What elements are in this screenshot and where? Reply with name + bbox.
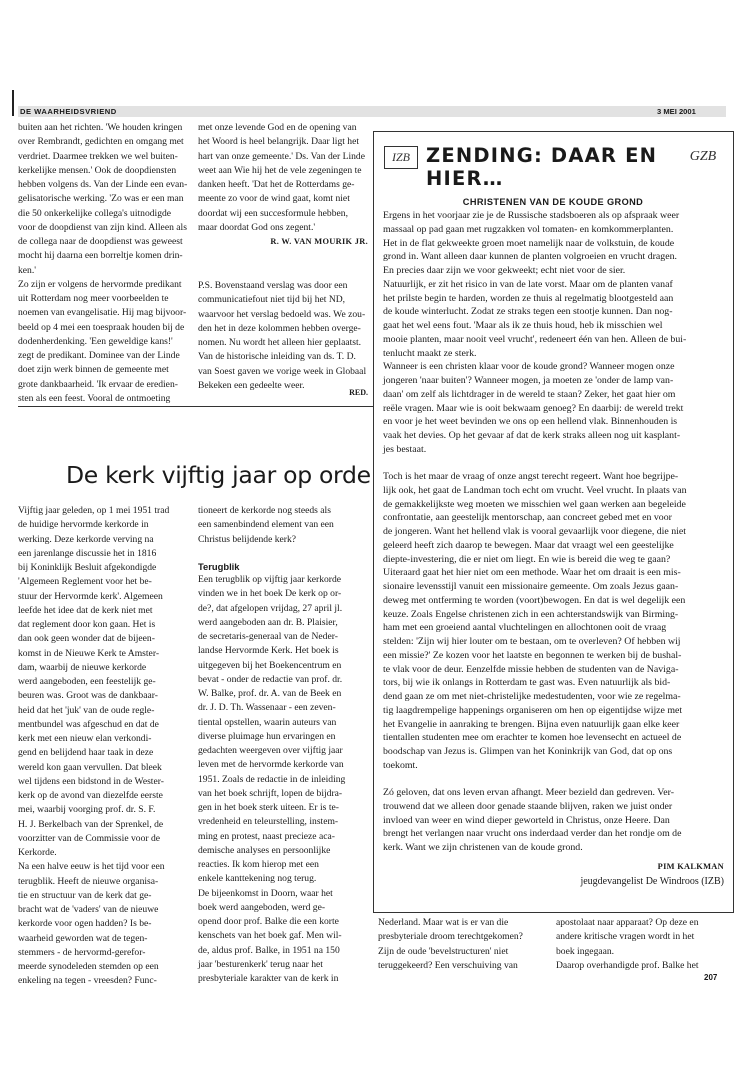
top-article-column-2: met onze levende God en de opening van het Woord is heel belangrijk. Daar ligt het hart van onze gemeente.' Ds. Van der Linde weet aan Wie hij het de vele zegeningen te danken heeft. 'Dat het de Rotterdams ge- meente zo voor de wind gaat, komt niet doordat wij een succesformule hebben, maar doordat God ons zegent.'	[198, 122, 365, 233]
zending-paragraph-1: Ergens in het voorjaar zie je de Russische stadsboeren als op afspraak weer massaal op pad gaan met rugzakken vol tomaten- en komkommerplanten. Het in de flat gekweekte groen moet namelijk naar de volkstuin, de koude grond in. Want alleen daar kunnen de planten volgroeien en vrucht dragen. En precies daar zijn we voor gekweekt; echt niet voor de sier. Natuurlijk, er zit het risico in van de late vorst. Maar om de planten vanaf het prilste begin te harden, worden ze thuis al regelmatig blootgesteld aan de koude winterlucht. Zodat ze straks tegen een stootje kunnen. Dan nog- gaat het wel eens fout. 'Maar als ik ze thuis houd, heb ik misschien wel mooie planten, maar nooit veel vrucht', redeneert één van hen. Alleen de bui- tenlucht maakt ze sterk. Wanneer is een christen klaar voor de koude grond? Wanneer mogen onze jongeren 'naar buiten'? Wanneer mogen, ja moeten ze 'onder de lamp van- daan' om zelf als lichtdrager in de wereld te staan? Zeker, het gaat hier om reële vragen. Maar wie is ooit bekwaam genoeg? En daarbij: de wereld trekt en voor je het weet bevinden we ons op een hellend vlak. Binnenhouden is vaak het devies. Op het gevaar af dat de kerk straks alleen nog uit kasplant- jes bestaat.	[383, 210, 687, 455]
gzb-logo-icon: GZB	[689, 149, 717, 164]
main-article-column-4: apostolaat naar apparaat? Op deze en andere kritische vragen wordt in het boek ingegaan. Daarop overhandigde prof. Balke het	[556, 917, 699, 971]
zending-author: PIM KALKMAN	[657, 862, 724, 871]
publication-name: DE WAARHEIDSVRIEND	[20, 107, 117, 116]
redactie-signature: RED.	[349, 388, 368, 397]
main-article-column-3: Nederland. Maar wat is er van die presbyteriale droom terechtgekomen? Zijn de oude 'bevelstructuren' niet teruggekeerd? Een verschuiving van	[378, 917, 523, 971]
article-headline: De kerk vijftig jaar op orde	[66, 461, 371, 489]
issue-date: 3 MEI 2001	[657, 107, 696, 116]
zending-paragraph-2: Toch is het maar de vraag of onze angst terecht regeert. Want hoe begrijpe- lijk ook, het gaat de Landman toch echt om vrucht. Veel vrucht. In plaats van de gemakkelijkste weg moeten we misschien wel gaan werken aan begeleide confrontatie, aan geestelijk mentorschap, aan concreet gebed met en voor de jongeren. Want het hellend vlak is vooral gevaarlijk voor diegene, die niet geleerd heeft zich daarop te bewegen. Maar dat vraagt wel een geestelijke diepte-investering, die er niet om liegt. En wie is bereid die weg te gaan? Uiteraard gaat het hier niet om een methode. Waar het om draait is een mis- sionaire levensstijl vanuit een missionaire gemeente. Om zoals Jezus gaan- deweg met ontferming te worden (voort)bewogen. En dat is wel degelijk een keuze. Zoals Engelse christenen zich in een achterstandswijk van Birming- ham met een groeiend aantal vluchtelingen en allochtonen ooit de vraag stelden: 'Zijn wij hier louter om te bestaan, om te overleven? Of hebben wij een missie?' Ze kozen voor het laatste en begonnen te werken bij de bushal- te vlak voor de deur. Eenzelfde missie hebben de studenten van de Naviga- tors, bij wie ik onlangs in Rotterdam te gast was. Even natuurlijk als bid- dend gaan ze om met niet-christelijke medestudenten, voor wie ze regelma- tig laagdrempelige happenings organiseren om hen op eigentijdse wijze met het Evangelie in aanraking te brengen. Bijna even natuurlijk gaan elke keer tientallen studenten mee om erachter te komen hoe levensecht en actueel de boodschap van Jezus is. Glimpen van het Koninkrijk van God, dat op ons toekomt.	[383, 471, 687, 771]
izb-logo-icon: IZB	[384, 146, 418, 169]
divider-rule	[18, 406, 374, 407]
main-article-column-2: Een terugblik op vijftig jaar kerkorde vinden we in het boek De kerk op or- de?, dat afgelopen vrijdag, 27 april jl. werd aangeboden aan dr. B. Plaisier, de secretaris-generaal van de Neder- landse Hervormde Kerk. Het boek is uitgegeven bij het Boekencentrum en bevat - onder de redactie van prof. dr. W. Balke, prof. dr. A. van de Beek en dr. J. D. Th. Wassenaar - een zeven- tiental opstellen, waarin auteurs van diverse pluimage hun ervaringen en gedachten weergeven over vijftig jaar leven met de hervormde kerkorde van 1951. Zoals de redactie in de inleiding van het boek schrijft, lopen de bijdra- gen in het boek sterk uiteen. Er is te- vredenheid en teleurstelling, instem- ming en protest, naast precieze aca- demische analyses en persoonlijke reacties. Ik kom hierop met een enkele kanttekening nog terug. De bijeenkomst in Doorn, waar het boek werd aangeboden, werd ge- opend door prof. Balke die een korte kenschets van het boek gaf. Men wil- de, aldus prof. Balke, in 1951 na 150 jaar 'besturenkerk' terug naar het presbyteriale karakter van de kerk in	[198, 574, 346, 984]
header-rule-top	[12, 90, 14, 116]
zending-paragraph-3: Zó geloven, dat ons leven ervan afhangt. Meer bezield dan gedreven. Ver- trouwend dat we alleen door genade staande blijven, raken we juist onder invloed van weer en wind dieper geworteld in Christus, onze Heere. Dan brengt het verlangen naar vrucht ons inderdaad verder dan het rondje om de kerk. Want we zijn christenen van de koude grond.	[383, 787, 682, 853]
top-article-author: R. W. VAN MOURIK JR.	[270, 237, 368, 246]
top-article-column-1: buiten aan het richten. 'We houden kringen over Rembrandt, gedichten en omgang met verdriet. Daarmee trekken we wel buiten- kerkelijke mensen.' Ook de doopdiensten hebben volgens ds. Van der Linde een evan- gelisatorische werking. 'Zo was er een man die 50 onkerkelijke collega's uitnodigde voor de doopdienst van zijn kind. Alleen als de collega naar de doopdienst was geweest mocht hij daarna een borreltje komen drin- ken.' Zo zijn er volgens de hervormde predikant uit Rotterdam nog meer voorbeelden te noemen van evangelisatie. Hij mag bijvoor- beeld op 4 mei een toespraak houden bij de dodenherdenking. 'Een geweldige kans!' zegt de predikant. Dominee van der Linde doet zijn werk binnen de gemeente met grote dankbaarheid. 'Ik ervaar de eredien- sten als een feest. Vooral de ontmoeting	[18, 122, 188, 404]
zending-title: CHRISTENEN VAN DE KOUDE GROND	[462, 197, 644, 207]
page-number: 207	[704, 973, 718, 982]
zending-heading: ZENDING: DAAR EN HIER…	[426, 144, 658, 190]
main-article-column-2-intro: tioneert de kerkorde nog steeds als een samenbindend element van een Christus belijdende kerk?	[198, 505, 334, 545]
zending-author-role: jeugdevangelist De Windroos (IZB)	[580, 876, 724, 887]
header-band	[18, 106, 726, 117]
ps-note: P.S. Bovenstaand verslag was door een communicatiefout niet tijd bij het ND, waarvoor het verslag bedoeld was. We zou- den het in deze kolommen hebben overge- nomen. Nu wordt het alleen hier geplaatst. Van de historische inleiding van ds. T. D. van Soest gaven we vorige week in Globaal Bekeken een gedeelte weer.	[198, 280, 367, 391]
subheading-terugblik: Terugblik	[198, 561, 240, 572]
main-article-column-1: Vijftig jaar geleden, op 1 mei 1951 trad de huidige hervormde kerkorde in werking. Deze kerkorde verving na een jarenlange discussie het in 1816 bij Koninklijk Besluit afgekondigde 'Algemeen Reglement voor het be- stuur der Hervormde kerk'. Algemeen leefde het idee dat de kerk niet met dat reglement door kon gaan. Het is dan ook geen wonder dat de bijeen- komst in de Nieuwe Kerk te Amster- dam, waarbij de nieuwe kerkorde werd aangeboden, een feestelijk ge- beuren was. Groot was de dankbaar- heid dat het 'juk' van de oude regle- mentbundel was afgeschud en dat de kerk met een nieuw elan verkondi- gend en belijdend haar taak in deze wereld kon gaan vervullen. Dat bleek wel tijdens een bidstond in de Wester- kerk op de avond van diezelfde eerste mei, waarbij voorging prof. dr. S. F. H. J. Berkelbach van der Sprenkel, de voorzitter van de Commissie voor de Kerkorde. Na een halve eeuw is het tijd voor een terugblik. Heeft de nieuwe organisa- tie en structuur van de kerk dat ge- bracht wat de 'vaders' van de nieuwe kerkorde voor ogen hadden? Is be- waarheid geworden wat de tegen- stemmers - de hervormd-gerefor- meerde synodeleden stemden op een enkeling na tegen - vreesden? Func-	[18, 505, 170, 987]
